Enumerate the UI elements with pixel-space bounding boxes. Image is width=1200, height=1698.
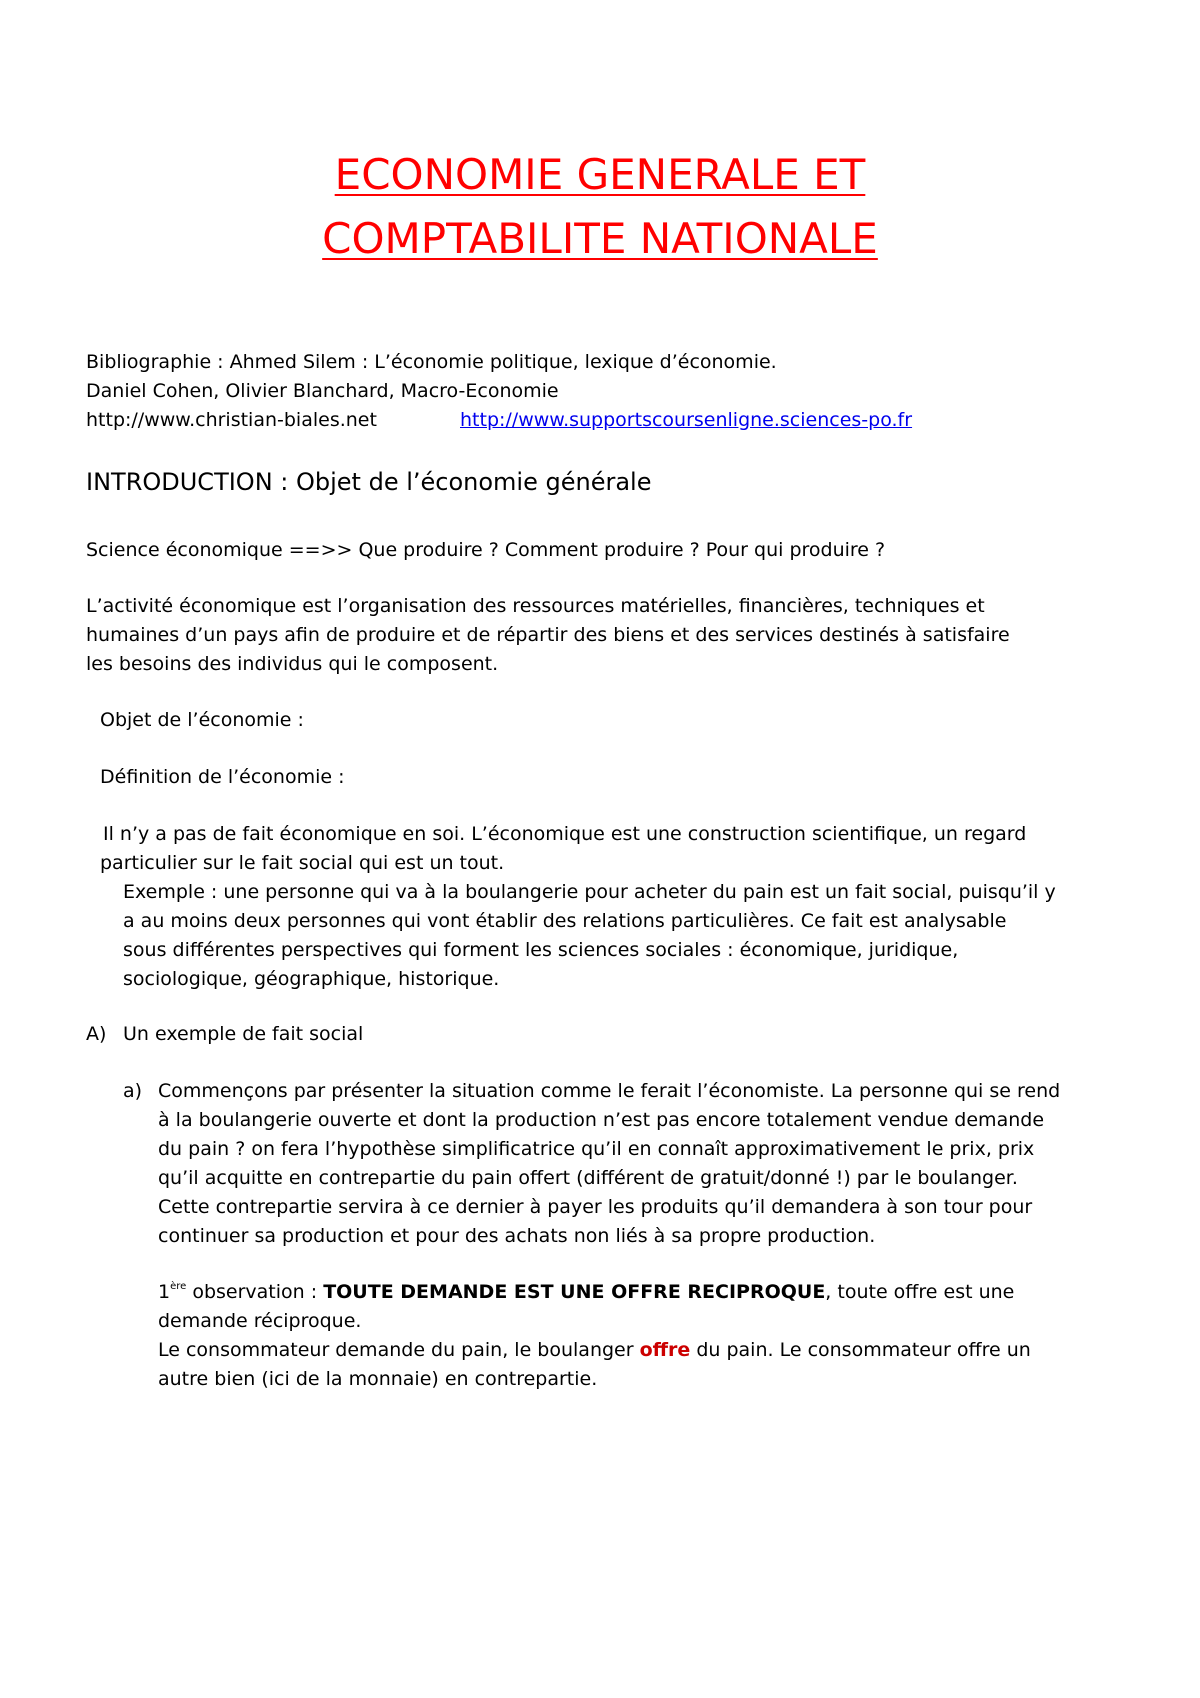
observation-line-2: demande réciproque. [158, 1310, 362, 1332]
bibliography-line-1: Bibliographie : Ahmed Silem : L’économie politique, lexique d’économie. [86, 351, 777, 373]
definition-paragraph-line-2: particulier sur le fait social qui est un tout. [100, 852, 505, 874]
example-paragraph-line-1: Exemple : une personne qui va à la boulangerie pour acheter du pain est un fait social, puisqu’il y [123, 881, 1056, 903]
objet-heading: Objet de l’économie : [100, 709, 304, 731]
observation-number: 1 [158, 1281, 171, 1303]
item-a-marker: a) [123, 1080, 143, 1102]
observation-ordinal-suffix: ère [170, 1281, 187, 1292]
observation-line-4: autre bien (ici de la monnaie) en contrepartie. [158, 1368, 598, 1390]
section-a-marker: A) [86, 1023, 107, 1045]
introduction-heading: INTRODUCTION : Objet de l’économie générale [86, 468, 652, 496]
observation-bold-statement: TOUTE DEMANDE EST UNE OFFRE RECIPROQUE [323, 1281, 826, 1303]
example-paragraph-line-3: sous différentes perspectives qui forment les sciences sociales : économique, juridique, [123, 939, 959, 961]
observation-line-3-pre: Le consommateur demande du pain, le boulanger [158, 1339, 640, 1361]
example-paragraph-line-4: sociologique, géographique, historique. [123, 968, 500, 990]
science-economique-line: Science économique ==>> Que produire ? Comment produire ? Pour qui produire ? [86, 539, 886, 561]
document-title-line-2: COMPTABILITE NATIONALE [322, 214, 878, 263]
definition-heading: Définition de l’économie : [100, 766, 345, 788]
bibliography-line-2: Daniel Cohen, Olivier Blanchard, Macro-Economie [86, 380, 559, 402]
observation-rest: , toute offre est une [825, 1281, 1015, 1303]
document-title-line-1: ECONOMIE GENERALE ET [334, 150, 866, 199]
activity-paragraph-line-1: L’activité économique est l’organisation des ressources matérielles, financières, techniques et [86, 595, 985, 617]
observation-line-3-post: du pain. Le consommateur offre un [690, 1339, 1031, 1361]
item-a-line-3: du pain ? on fera l’hypothèse simplificatrice qu’il en connaît approximativement le prix, prix [158, 1138, 1035, 1160]
offre-highlight: offre [639, 1339, 691, 1361]
observation-line-3 [158, 1338, 1031, 1362]
bibliography-link-sciences-po[interactable]: http://www.supportscoursenligne.sciences-po.fr [460, 409, 913, 431]
observation-label: observation : [186, 1281, 324, 1303]
observation-line-1 [158, 1280, 1014, 1304]
item-a-line-6: continuer sa production et pour des achats non liés à sa propre production. [158, 1225, 876, 1247]
definition-paragraph-line-1: Il n’y a pas de fait économique en soi. L’économique est une construction scientifique, un regard [103, 823, 1027, 845]
bibliography-url-1: http://www.christian-biales.net [86, 409, 377, 431]
section-a-label: Un exemple de fait social [123, 1023, 364, 1045]
example-paragraph-line-2: a au moins deux personnes qui vont établir des relations particulières. Ce fait est analysable [123, 910, 1007, 932]
item-a-line-1: Commençons par présenter la situation comme le ferait l’économiste. La personne qui se rend [158, 1080, 1061, 1102]
item-a-line-2: à la boulangerie ouverte et dont la production n’est pas encore totalement vendue demande [158, 1109, 1045, 1131]
activity-paragraph-line-3: les besoins des individus qui le composent. [86, 653, 499, 675]
item-a-line-4: qu’il acquitte en contrepartie du pain offert (différent de gratuit/donné !) par le boulanger. [158, 1167, 1018, 1189]
activity-paragraph-line-2: humaines d’un pays afin de produire et de répartir des biens et des services destinés à satisfaire [86, 624, 1010, 646]
item-a-line-5: Cette contrepartie servira à ce dernier à payer les produits qu’il demandera à son tour pour [158, 1196, 1033, 1218]
